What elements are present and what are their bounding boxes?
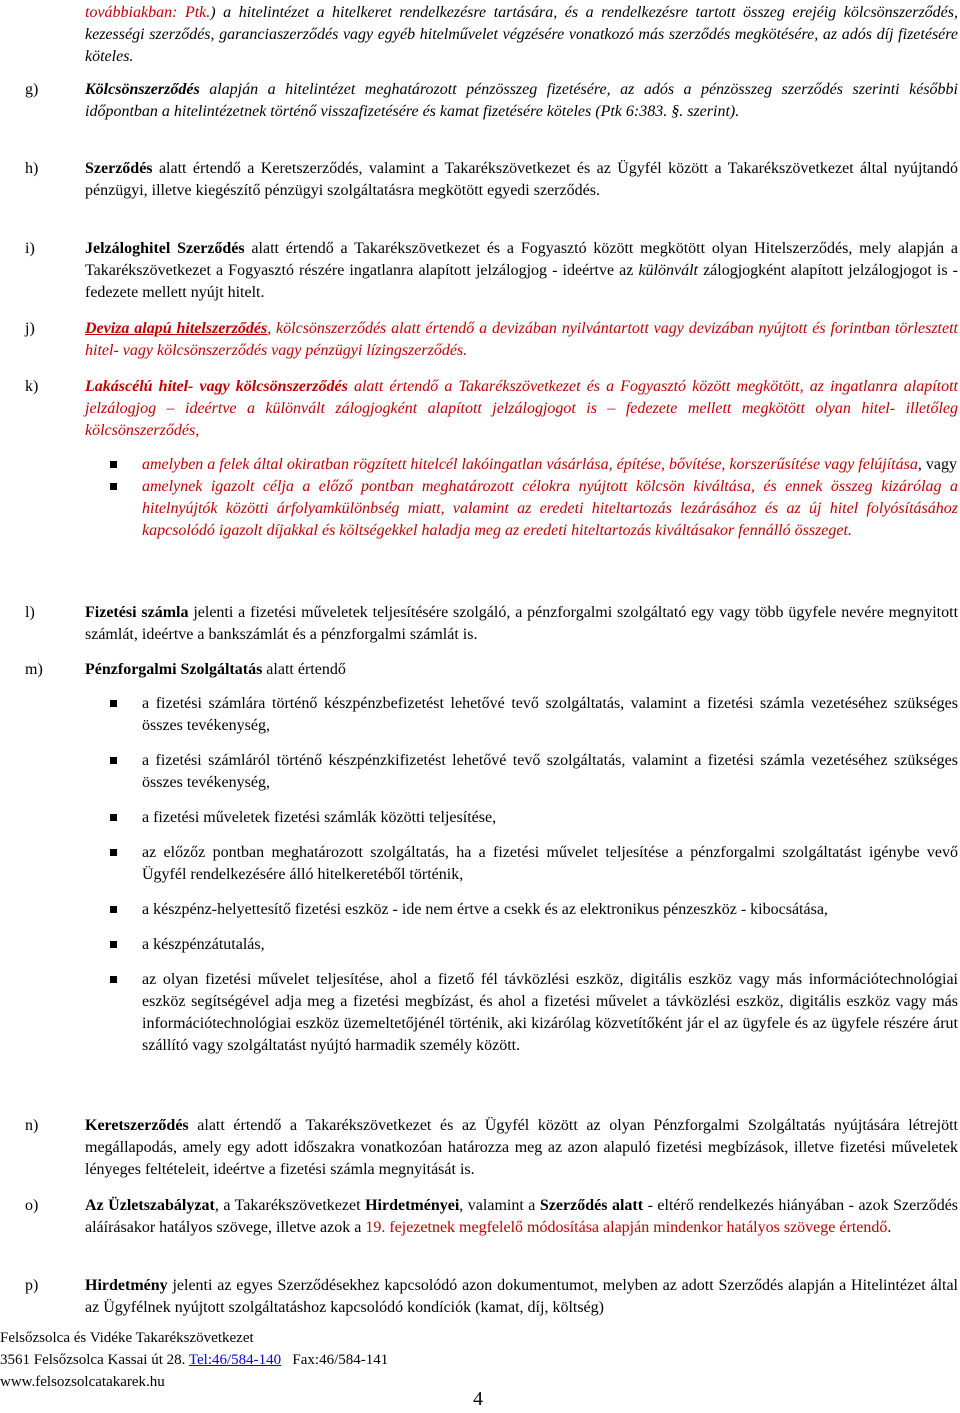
definition-text: zálogjogként alapított jelzálogjogot is - fedezete mellett nyújt hitelt. [85, 262, 958, 301]
list-item: a fizetési számláról történő készpénzkifizetést lehetővé tevő szolgáltatás, valamint a fizetési számla vezetéséhez szükséges összes tevékenység, [110, 750, 958, 794]
definition-text: alatt értendő a Takarékszövetkezet és a Fogyasztó között megkötött olyan Hitelszerződés, mely alapján a Takarékszövetkezet a Fogyasztó részére ingatlanra alapított jelzálogjog - ideértve az [85, 240, 959, 279]
footer-fax: Fax:46/584-141 [292, 1352, 389, 1368]
amendment-note: 19. fejezetnek megfelelő módosítása alapján mindenkor hatályos szövege értendő [365, 1219, 888, 1236]
term: Pénzforgalmi Szolgáltatás [85, 661, 263, 678]
footer-org: Felsőzsolca és Vidéke Takarékszövetkezet [0, 1330, 254, 1346]
definition-j [0, 318, 958, 362]
definition-text: alapján a hitelintézet meghatározott pénzösszeg fizetésére, az adós a pénzösszeg szerződés szerinti későbbi időpontban a hitelintézetnek történő visszafizetésére és kamat fizetésére köteles (Ptk 6:383. §. szerint). [85, 81, 958, 120]
item-letter: l) [25, 604, 35, 621]
term: Lakáscélú hitel- vagy kölcsönszerződés [85, 378, 348, 395]
item-letter: o) [25, 1197, 39, 1214]
definition-text: alatt értendő [262, 661, 346, 678]
definition-m-bullets [110, 693, 958, 1057]
list-item: a fizetési számlára történő készpénzbefizetést lehetővé tevő szolgáltatás, valamint a fizetési számla vezetéséhez szükséges összes tevékenység, [110, 693, 958, 737]
item-letter: m) [25, 661, 43, 678]
term: Hirdetményei [365, 1197, 460, 1214]
term: Az Üzletszabályzat [85, 1197, 215, 1214]
page-footer [0, 1327, 388, 1393]
term: Deviza alapú hitelszerződés [85, 320, 268, 337]
term: Keretszerződés [85, 1117, 189, 1134]
list-item: a fizetési műveletek fizetési számlák közötti teljesítése, [110, 807, 958, 829]
footer-tel-link[interactable]: Tel:46/584-140 [188, 1352, 282, 1368]
footer-address: 3561 Felsőzsolca Kassai út 28. [0, 1352, 186, 1368]
definition-p [0, 1275, 958, 1319]
term: Szerződés alatt [539, 1197, 644, 1214]
item-letter: p) [25, 1277, 39, 1294]
definition-text: alatt értendő a Takarékszövetkezet és a Fogyasztó között megkötött, az ingatlanra alapított jelzálogjog – ideértve a különvált zálogjogként alapított jelzálogjogot is – fedezete mellett megkötött olyan hitel- illetőleg kölcsönszerződés, [85, 378, 959, 439]
definition-text: jelenti a fizetési műveletek teljesítésére szolgáló, a pénzforgalmi szolgáltató egy vagy több ügyfele nevére megnyitott számlát, ideértve a bankszámlát és a pénzforgalmi számlát is. [85, 604, 959, 643]
list-item: amelyben a felek által okiratban rögzített hitelcél lakóingatlan vásárlása, építése, bővítése, korszerűsítése vagy felújítása, vagy [110, 454, 958, 476]
list-item: az előzőz pontban meghatározott szolgáltatás, ha a fizetési művelet teljesítése a pénzforgalmi szolgáltatást igénybe vevő Ügyfél rendelkezésére álló hitelkeretéből történik, [110, 842, 958, 886]
term: Kölcsönszerződés [85, 81, 200, 98]
definition-k [0, 376, 958, 442]
page-number: 4 [473, 1388, 483, 1410]
term: Fizetési számla [85, 604, 189, 621]
list-item: a készpénz-helyettesítő fizetési eszköz - ide nem értve a csekk és az elektronikus pénzeszköz - kibocsátása, [110, 899, 958, 921]
definition-g [0, 79, 958, 123]
definition-i [0, 238, 958, 304]
list-item: amelynek igazolt célja a előző pontban meghatározott célokra nyújtott kölcsön kiváltása, és ennek összeg kizárólag a hitelnyújtók közötti árfolyamkülönbség miatt, valamint az eredeti hiteltartozás lezárásához és az új hitel folyósításához kapcsolódó igazolt díjakkal és költségekkel haladja meg az eredeti hiteltartozás kiváltásakor fennálló összeget. [110, 476, 958, 542]
footer-contact [0, 1349, 388, 1371]
item-letter: h) [25, 160, 39, 177]
definition-m [0, 659, 958, 681]
intro-text: ) a hitelintézet a hitelkeret rendelkezésre tartására, és a rendelkezésre tartott összeg erejéig kölcsönszerződés, kezességi szerződés, garanciaszerződés vagy egyéb hitelművelet végzésére vonatkozó más szerződés megkötésére, az adós díj fizetésére köteles. [85, 4, 959, 65]
definition-l [0, 602, 958, 646]
definition-text: alatt értendő a Keretszerződés, valamint a Takarékszövetkezet és az Ügyfél között a Takarékszövetkezet által nyújtandó pénzügyi, illetve kiegészítő pénzügyi szolgáltatásra megkötött egyedi szerződés. [85, 160, 958, 199]
definition-italic: különvált [638, 262, 698, 279]
item-letter: n) [25, 1117, 39, 1134]
definition-o: o) Az Üzletszabályzat, a Takarékszövetkezet Hirdetményei, valamint a Szerződés alatt - eltérő rendelkezés hiányában - azok Szerződés aláírásakor hatályos szövege, illetve azok a 19. fejezetnek megfelelő módosítása alapján mindenkor hatályos szövege értendő. [25, 1197, 959, 1236]
term: Hirdetmény [85, 1277, 168, 1294]
definition-h [0, 158, 958, 202]
footer-website: www.felsozsolcatakarek.hu [0, 1374, 165, 1390]
definition-k-bullets [110, 454, 958, 542]
list-item: a készpénzátutalás, [110, 934, 958, 956]
intro-paragraph [85, 2, 958, 68]
definition-n [0, 1115, 958, 1181]
item-letter: g) [25, 81, 39, 98]
item-letter: k) [25, 378, 39, 395]
item-letter: i) [25, 240, 35, 257]
definition-text: jelenti az egyes Szerződésekhez kapcsolódó azon dokumentumot, melyben az adott Szerződés alapján a Hitelintézet által az Ügyfélnek nyújtott szolgáltatáshoz kapcsolódó kondíciók (kamat, díj, költség) [85, 1277, 958, 1316]
list-item: az olyan fizetési művelet teljesítése, ahol a fizető fél távközlési eszköz, digitális eszköz vagy más információtechnológiai eszköz segítségével adja meg a fizetési megbízást, és ahol a fizetési művelet a távközlési eszköz, digitális eszköz vagy más információtechnológiai eszköz üzemeltetőjénél történik, aki kizárólag közvetítőként jár el az ügyfele és az ügyfele részére árut szállító vagy szolgáltatást nyújtó harmadik személy között. [110, 969, 958, 1057]
intro-lead: továbbiakban: Ptk. [85, 4, 211, 21]
definition-text: alatt értendő a Takarékszövetkezet és az Ügyfél között az olyan Pénzforgalmi Szolgáltatás nyújtására létrejött megállapodás, amely egy adott időszakra vonatkozóan határozza meg az azon alapuló fizetési megbízások, illetve fizetési műveletek lényeges feltételeit, ideértve a fizetési számla megnyitását is. [85, 1117, 958, 1178]
term: Szerződés [85, 160, 153, 177]
definition-text: , kölcsönszerződés alatt értendő a devizában nyilvántartott vagy devizában nyújtott és forintban törlesztett hitel- vagy kölcsönszerződés vagy pénzügyi lízingszerződés. [85, 320, 958, 359]
item-letter: j) [25, 320, 35, 337]
term: Jelzáloghitel Szerződés [85, 240, 245, 257]
